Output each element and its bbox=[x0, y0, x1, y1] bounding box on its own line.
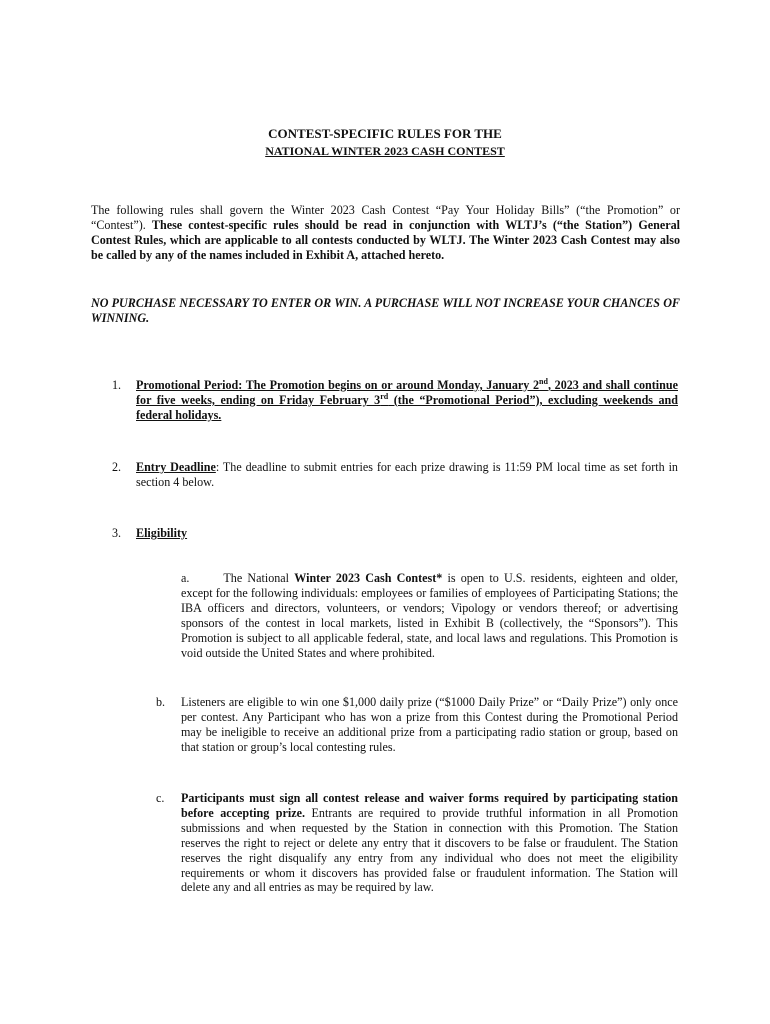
subsection-text bbox=[181, 791, 678, 895]
section-eligibility bbox=[112, 526, 678, 541]
section-text bbox=[136, 526, 678, 541]
promo-period-text-3: (the “Promotional Period”), excluding weekends and federal holidays. bbox=[136, 392, 678, 422]
subsection-body: Entrants are required to provide truthful information in all Promotion submissions and when requested by the Station in connection with this Promotion. The Station reserves the right to reject or delete any entry that it discovers to be false or fraudulent. The Station reserves the right disqualify any entry from any individual who does not meet the eligibility requirements or whom it discovers has provided false or fraudulent information. The Station will delete any and all entries as may be required by law. bbox=[181, 805, 678, 895]
section-body: : The deadline to submit entries for each prize drawing is 11:59 PM local time as set forth in section 4 below. bbox=[136, 460, 678, 489]
subsection-a bbox=[181, 571, 678, 660]
intro-plain-text: The following rules shall govern the Winter 2023 Cash Contest “Pay Your Holiday Bills” (“the Promotion” or “Contest”). bbox=[91, 203, 680, 232]
ordinal-suffix: nd bbox=[539, 376, 548, 386]
subsection-text: The National bbox=[223, 571, 295, 585]
section-text bbox=[136, 460, 678, 490]
document-title: CONTEST-SPECIFIC RULES FOR THE bbox=[268, 126, 502, 141]
ordinal-suffix: rd bbox=[380, 391, 389, 401]
intro-paragraph bbox=[91, 203, 680, 263]
promo-period-text-1: Promotional Period: The Promotion begins on or around Monday, January 2 bbox=[136, 378, 540, 392]
contest-name-bold: Winter 2023 Cash Contest* bbox=[294, 571, 443, 585]
subsection-letter: c. bbox=[156, 791, 165, 805]
intro-bold-text: These contest-specific rules should be read in conjunction with WLTJ’s (“the Station”) General Contest Rules, which are applicable to all contests conducted by WLTJ. The Winter 2023 Cash Contest may also be called by any of the names included in Exhibit A, attached hereto. bbox=[91, 217, 681, 262]
subsection-text: is open to U.S. residents, eighteen and older, except for the following individuals: employees or families of employees of Participating Stations; the IBA officers and directors, volunteers, or vendors; Vipology or vendors thereof; or advertising sponsors of the contest in local markets, listed in Exhibit B (collectively, the “Sponsors”). This Promotion is subject to all applicable federal, state, and local laws and regulations. This Promotion is void outside the United States and where prohibited. bbox=[181, 571, 678, 660]
section-number: 3. bbox=[112, 526, 122, 540]
section-number: 1. bbox=[112, 378, 122, 392]
section-promotional-period bbox=[112, 378, 678, 423]
promo-period-text-2: , 2023 and shall continue for five weeks, ending on Friday February 3 bbox=[136, 378, 678, 407]
section-text bbox=[136, 378, 678, 423]
document-subtitle: NATIONAL WINTER 2023 CASH CONTEST bbox=[265, 144, 505, 158]
subsection-b bbox=[156, 695, 678, 755]
subsection-letter: b. bbox=[156, 695, 166, 709]
subsection-c bbox=[156, 791, 678, 895]
subsection-text: Listeners are eligible to win one $1,000 daily prize (“$1000 Daily Prize” or “Daily Prize”) only once per contest. Any Participant who has won a prize from this Contest during the Promotional Period may be ineligible to receive an additional prize from a participating radio station or group, based on that station or group’s local contesting rules. bbox=[181, 695, 678, 754]
subsection-bold-text: Participants must sign all contest release and waiver forms required by participating station before accepting prize. bbox=[181, 791, 678, 820]
section-number: 2. bbox=[112, 460, 122, 474]
section-heading: Entry Deadline bbox=[136, 460, 216, 474]
section-heading: Eligibility bbox=[136, 526, 188, 540]
section-entry-deadline bbox=[112, 460, 678, 490]
no-purchase-notice: NO PURCHASE NECESSARY TO ENTER OR WIN. A PURCHASE WILL NOT INCREASE YOUR CHANCES OF WINNING. bbox=[91, 296, 680, 325]
subsection-letter: a. bbox=[181, 571, 190, 585]
